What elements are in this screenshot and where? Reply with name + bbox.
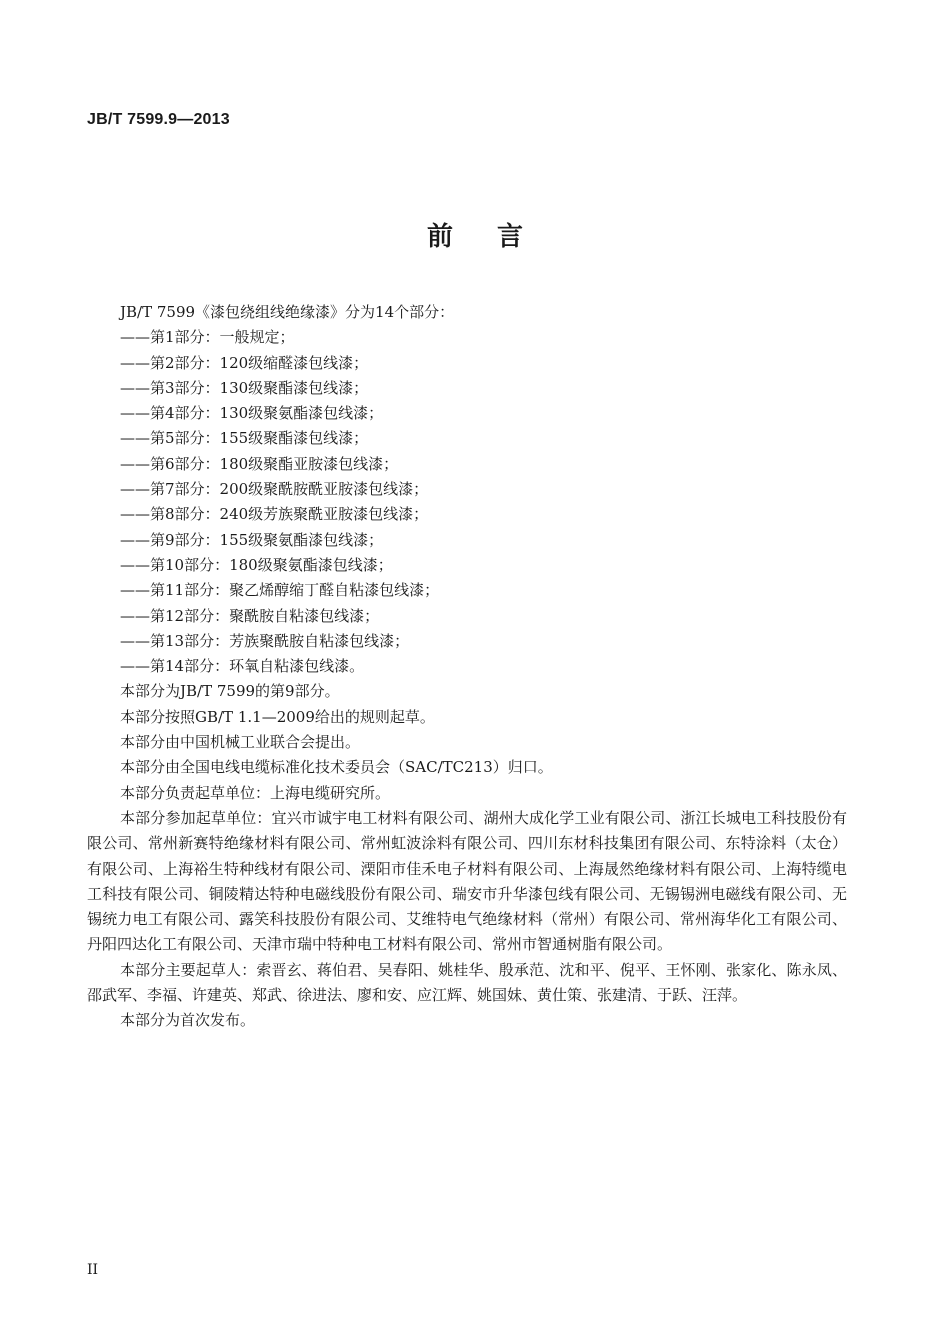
part-list-item: ——第13部分：芳族聚酰胺自粘漆包线漆； <box>120 631 410 650</box>
part-list-item: ——第8部分：240级芳族聚酰亚胺漆包线漆； <box>120 505 429 524</box>
part-list-item: ——第6部分：180级聚酯亚胺漆包线漆； <box>120 454 399 473</box>
statement-paragraph: 本部分按照GB/T 1.1—2009给出的规则起草。 <box>120 707 435 726</box>
statement-paragraph: 本部分负责起草单位：上海电缆研究所。 <box>120 783 391 802</box>
part-list-item: ——第7部分：200级聚酰胺酰亚胺漆包线漆； <box>120 480 429 499</box>
part-list-item: ——第9部分：155级聚氨酯漆包线漆； <box>120 530 384 549</box>
page-title: 前言 <box>426 222 567 252</box>
page-number: II <box>87 1262 99 1278</box>
part-list-item: ——第12部分：聚酰胺自粘漆包线漆； <box>120 606 380 625</box>
release-note-paragraph: 本部分为首次发布。 <box>120 1011 256 1030</box>
statement-paragraph: 本部分由中国机械工业联合会提出。 <box>120 733 361 752</box>
part-list-item: ——第2部分：120级缩醛漆包线漆； <box>120 353 369 372</box>
participants-paragraph: 本部分参加起草单位：宜兴市诚宇电工材料有限公司、湖州大成化学工业有限公司、浙江长城电工科技股份有限公司、常州新赛特绝缘材料有限公司、常州虹波涂料有限公司、四川东材科技集团有限公司、东特涂料（太仓）有限公司、上海裕生特种线材有限公司、溧阳市佳禾电子材料有限公司、上海晟然绝缘材料有限公司、上海特缆电工科技有限公司、铜陵精达特种电磁线股份有限公司、瑞安市升华漆包线有限公司、无锡锡洲电磁线有限公司、无锡统力电工有限公司、露笑科技股份有限公司、艾维特电气绝缘材料（常州）有限公司、常州海华化工有限公司、丹阳四达化工有限公司、天津市瑞中特种电工材料有限公司、常州市智通树脂有限公司。 <box>87 808 847 954</box>
part-list-item: ——第14部分：环氧自粘漆包线漆。 <box>120 657 365 676</box>
intro-paragraph: JB/T 7599《漆包绕组线绝缘漆》分为14个部分： <box>120 303 455 321</box>
part-list-item: ——第3部分：130级聚酯漆包线漆； <box>120 378 369 397</box>
part-list-item: ——第5部分：155级聚酯漆包线漆； <box>120 429 369 448</box>
part-list-item: ——第11部分：聚乙烯醇缩丁醛自粘漆包线漆； <box>120 581 440 600</box>
part-list-item: ——第4部分：130级聚氨酯漆包线漆； <box>120 404 384 423</box>
drafters-paragraph: 本部分主要起草人：索晋玄、蒋伯君、吴春阳、姚桂华、殷承范、沈和平、倪平、王怀刚、张家化、陈永凤、邵武军、李福、许建英、郑武、徐进法、廖和安、应江辉、姚国妹、黄仕策、张建清、于跃、汪萍。 <box>87 960 847 1005</box>
part-list-item: ——第10部分：180级聚氨酯漆包线漆； <box>120 555 393 574</box>
part-list-item: ——第1部分：一般规定； <box>120 328 295 347</box>
standard-code: JB/T 7599.9—2013 <box>87 111 230 128</box>
statement-paragraph: 本部分为JB/T 7599的第9部分。 <box>120 682 340 701</box>
foreword-body <box>87 300 847 1034</box>
statement-paragraph: 本部分由全国电线电缆标准化技术委员会（SAC/TC213）归口。 <box>120 758 553 777</box>
